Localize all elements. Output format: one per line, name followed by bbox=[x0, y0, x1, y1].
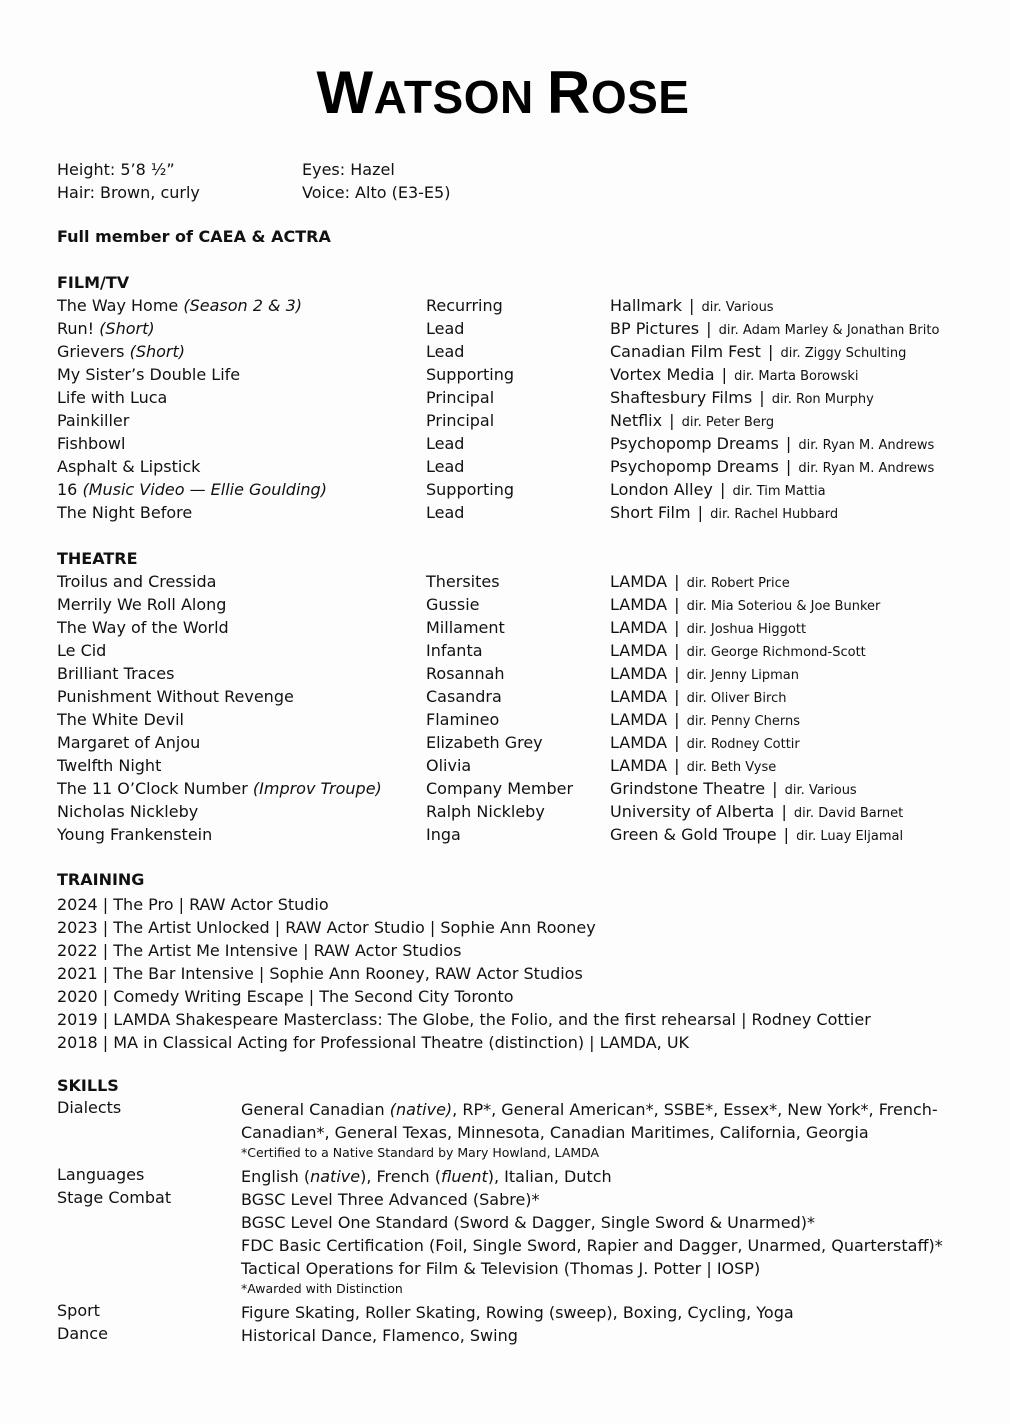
credit-role: Ralph Nickleby bbox=[426, 802, 545, 821]
director: dir. Ryan M. Andrews bbox=[798, 438, 935, 453]
credit-row bbox=[57, 664, 987, 687]
skill-text: FDC Basic Certification (Foil, Single Sword, Rapier and Dagger, Unarmed, Quarterstaff)* bbox=[241, 1236, 943, 1255]
separator: | bbox=[669, 618, 685, 637]
director: dir. David Barnet bbox=[793, 806, 904, 821]
credit-production bbox=[610, 365, 859, 384]
separator: | bbox=[692, 503, 709, 522]
skill-text: BGSC Level Three Advanced (Sabre)* bbox=[241, 1190, 540, 1209]
skill-text: native bbox=[310, 1167, 361, 1186]
skill-label: Dialects bbox=[57, 1098, 122, 1117]
credit-title bbox=[57, 779, 382, 798]
credit-production bbox=[610, 641, 866, 660]
director: dir. Oliver Birch bbox=[686, 691, 787, 706]
credit-title-text: Punishment Without Revenge bbox=[57, 687, 294, 706]
credit-title bbox=[57, 480, 327, 499]
production-name: LAMDA bbox=[610, 733, 668, 752]
credit-row bbox=[57, 411, 987, 434]
production-name: Vortex Media bbox=[610, 365, 715, 384]
credit-title-text: The Night Before bbox=[57, 503, 193, 522]
credit-title-text: 16 bbox=[57, 480, 83, 499]
credit-production bbox=[610, 710, 800, 729]
director: dir. Various bbox=[784, 783, 857, 798]
training-entry: 2020 | Comedy Writing Escape | The Second City Toronto bbox=[57, 987, 514, 1006]
height-stat: Height: 5’8 ½” bbox=[57, 160, 175, 179]
training-list bbox=[57, 893, 871, 1054]
film-credits bbox=[57, 296, 987, 526]
credit-title-text: Painkiller bbox=[57, 411, 130, 430]
director: dir. Tim Mattia bbox=[732, 484, 826, 499]
skill-text: BGSC Level One Standard (Sword & Dagger, Single Sword & Unarmed)* bbox=[241, 1213, 815, 1232]
credit-title-note: (Short) bbox=[129, 342, 185, 361]
credit-title-text: The Way of the World bbox=[57, 618, 229, 637]
separator: | bbox=[669, 687, 685, 706]
production-name: Canadian Film Fest bbox=[610, 342, 761, 361]
credit-title-text: The White Devil bbox=[57, 710, 184, 729]
credit-title-text: Fishbowl bbox=[57, 434, 126, 453]
credit-production bbox=[610, 802, 903, 821]
director: dir. Jenny Lipman bbox=[686, 668, 799, 683]
credit-row bbox=[57, 388, 987, 411]
credit-title-text: The Way Home bbox=[57, 296, 184, 315]
credit-title-note: (Improv Troupe) bbox=[252, 779, 382, 798]
credit-row bbox=[57, 825, 987, 848]
credit-title-text: Asphalt & Lipstick bbox=[57, 457, 201, 476]
credit-role: Lead bbox=[426, 434, 465, 453]
credit-title bbox=[57, 733, 200, 752]
production-name: University of Alberta bbox=[610, 802, 775, 821]
credit-role: Lead bbox=[426, 457, 465, 476]
production-name: LAMDA bbox=[610, 710, 668, 729]
skill-text: Tactical Operations for Film & Television (Thomas J. Potter | IOSP) bbox=[241, 1259, 761, 1278]
credit-title bbox=[57, 595, 226, 614]
credit-production bbox=[610, 388, 874, 407]
credit-role: Lead bbox=[426, 342, 465, 361]
credit-title-text: Nicholas Nickleby bbox=[57, 802, 199, 821]
credit-row bbox=[57, 296, 987, 319]
production-name: Grindstone Theatre bbox=[610, 779, 766, 798]
director: dir. Peter Berg bbox=[681, 415, 775, 430]
production-name: Netflix bbox=[610, 411, 663, 430]
director: dir. Rachel Hubbard bbox=[710, 507, 839, 522]
credit-title-text: Young Frankenstein bbox=[57, 825, 213, 844]
skill-text: Historical Dance, Flamenco, Swing bbox=[241, 1326, 518, 1345]
skill-label: Dance bbox=[57, 1324, 108, 1343]
credit-row bbox=[57, 687, 987, 710]
credit-title bbox=[57, 664, 174, 683]
credit-row bbox=[57, 434, 987, 457]
credit-role: Millament bbox=[426, 618, 505, 637]
credit-production bbox=[610, 457, 934, 476]
skill-sport bbox=[57, 1301, 957, 1324]
credit-production bbox=[610, 825, 903, 844]
credit-production bbox=[610, 779, 857, 798]
separator: | bbox=[778, 825, 795, 844]
credit-title-text: Troilus and Cressida bbox=[57, 572, 217, 591]
separator: | bbox=[762, 342, 779, 361]
training-heading: TRAINING bbox=[57, 870, 145, 889]
production-name: LAMDA bbox=[610, 756, 668, 775]
credit-title-note: (Season 2 & 3) bbox=[183, 296, 302, 315]
physical-stats bbox=[57, 158, 657, 204]
credit-production bbox=[610, 342, 906, 361]
skill-label: Stage Combat bbox=[57, 1188, 172, 1207]
credit-production bbox=[610, 411, 774, 430]
credit-title bbox=[57, 710, 184, 729]
separator: | bbox=[716, 365, 733, 384]
director: dir. Marta Borowski bbox=[734, 369, 859, 384]
director: dir. Ron Murphy bbox=[771, 392, 874, 407]
skill-text: ), French ( bbox=[360, 1167, 442, 1186]
name-rest: OSE bbox=[590, 71, 690, 123]
credit-row bbox=[57, 641, 987, 664]
credit-title bbox=[57, 434, 125, 453]
production-name: Green & Gold Troupe bbox=[610, 825, 777, 844]
name-initial: R bbox=[547, 59, 591, 126]
credit-title bbox=[57, 365, 240, 384]
credit-row bbox=[57, 802, 987, 825]
credit-role: Olivia bbox=[426, 756, 472, 775]
credit-title bbox=[57, 641, 106, 660]
name-initial: W bbox=[316, 59, 374, 126]
credit-title-text: Margaret of Anjou bbox=[57, 733, 201, 752]
credit-title bbox=[57, 687, 294, 706]
training-entry: 2018 | MA in Classical Acting for Professional Theatre (distinction) | LAMDA, UK bbox=[57, 1033, 690, 1052]
credit-row bbox=[57, 710, 987, 733]
theatre-heading: THEATRE bbox=[57, 549, 138, 568]
credit-title-text: Merrily We Roll Along bbox=[57, 595, 227, 614]
separator: | bbox=[669, 572, 685, 591]
credit-title bbox=[57, 756, 161, 775]
director: dir. Beth Vyse bbox=[686, 760, 777, 775]
skills-list bbox=[57, 1098, 957, 1347]
director: dir. Joshua Higgott bbox=[686, 622, 807, 637]
production-name: LAMDA bbox=[610, 595, 668, 614]
credit-role: Gussie bbox=[426, 595, 480, 614]
credit-title-text: The 11 O’Clock Number bbox=[57, 779, 253, 798]
skill-footnote: *Awarded with Distinction bbox=[241, 1281, 403, 1296]
separator: | bbox=[669, 733, 685, 752]
credit-title-text: Run! bbox=[57, 319, 100, 338]
training-entry: 2019 | LAMDA Shakespeare Masterclass: The Globe, the Folio, and the first rehearsal | Rodney Cottier bbox=[57, 1010, 871, 1029]
credit-title bbox=[57, 319, 155, 338]
credit-role: Supporting bbox=[426, 365, 514, 384]
credit-row bbox=[57, 733, 987, 756]
director: dir. Ryan M. Andrews bbox=[798, 461, 935, 476]
credit-title bbox=[57, 296, 302, 315]
credit-production bbox=[610, 595, 880, 614]
separator: | bbox=[669, 710, 685, 729]
separator: | bbox=[669, 595, 685, 614]
theatre-credits bbox=[57, 572, 987, 848]
production-name: Hallmark bbox=[610, 296, 682, 315]
skill-text: Figure Skating, Roller Skating, Rowing (sweep), Boxing, Cycling, Yoga bbox=[241, 1303, 794, 1322]
credit-production bbox=[610, 664, 799, 683]
production-name: LAMDA bbox=[610, 641, 668, 660]
credit-role: Lead bbox=[426, 503, 465, 522]
eyes-stat: Eyes: Hazel bbox=[302, 160, 395, 179]
credit-title-text: Brilliant Traces bbox=[57, 664, 175, 683]
director: dir. Ziggy Schulting bbox=[780, 346, 907, 361]
union-membership: Full member of CAEA & ACTRA bbox=[57, 227, 331, 246]
training-entry: 2021 | The Bar Intensive | Sophie Ann Rooney, RAW Actor Studios bbox=[57, 964, 583, 983]
credit-row bbox=[57, 595, 987, 618]
separator: | bbox=[714, 480, 731, 499]
separator: | bbox=[683, 296, 700, 315]
film-heading: FILM/TV bbox=[57, 273, 130, 292]
director: dir. Rodney Cottir bbox=[686, 737, 800, 752]
separator: | bbox=[701, 319, 717, 338]
credit-title bbox=[57, 457, 200, 476]
credit-title bbox=[57, 342, 185, 361]
credit-role: Inga bbox=[426, 825, 461, 844]
skills-heading: SKILLS bbox=[57, 1076, 119, 1095]
skill-text: , RP*, General American*, SSBE*, Essex*, New York*, French- bbox=[452, 1100, 938, 1119]
separator: | bbox=[669, 756, 685, 775]
credit-production bbox=[610, 296, 774, 315]
credit-role: Supporting bbox=[426, 480, 514, 499]
separator: | bbox=[780, 434, 797, 453]
training-entry: 2024 | The Pro | RAW Actor Studio bbox=[57, 895, 329, 914]
credit-production bbox=[610, 733, 800, 752]
credit-role: Principal bbox=[426, 411, 495, 430]
separator: | bbox=[780, 457, 797, 476]
skill-text: ), Italian, Dutch bbox=[487, 1167, 612, 1186]
skill-text: fluent bbox=[441, 1167, 488, 1186]
credit-role: Thersites bbox=[426, 572, 500, 591]
production-name: Shaftesbury Films bbox=[610, 388, 753, 407]
credit-role: Infanta bbox=[426, 641, 483, 660]
separator: | bbox=[669, 664, 685, 683]
skill-languages bbox=[57, 1165, 957, 1188]
separator: | bbox=[669, 641, 685, 660]
credit-title bbox=[57, 618, 229, 637]
director: dir. Luay Eljamal bbox=[796, 829, 904, 844]
name-rest: ATSON bbox=[373, 71, 534, 123]
credit-title-note: (Music Video — Ellie Goulding) bbox=[82, 480, 327, 499]
credit-title-note: (Short) bbox=[99, 319, 155, 338]
credit-production bbox=[610, 618, 806, 637]
credit-production bbox=[610, 480, 826, 499]
director: dir. Penny Cherns bbox=[686, 714, 800, 729]
credit-row bbox=[57, 457, 987, 480]
skill-text: Canadian*, General Texas, Minnesota, Canadian Maritimes, California, Georgia bbox=[241, 1123, 869, 1142]
hair-stat: Hair: Brown, curly bbox=[57, 183, 200, 202]
production-name: LAMDA bbox=[610, 572, 668, 591]
credit-row bbox=[57, 756, 987, 779]
credit-row bbox=[57, 779, 987, 802]
separator: | bbox=[754, 388, 770, 407]
credit-title bbox=[57, 825, 212, 844]
skill-dance bbox=[57, 1324, 957, 1347]
credit-title bbox=[57, 411, 129, 430]
training-entry: 2023 | The Artist Unlocked | RAW Actor Studio | Sophie Ann Rooney bbox=[57, 918, 596, 937]
credit-role: Casandra bbox=[426, 687, 502, 706]
credit-row bbox=[57, 503, 987, 526]
credit-row bbox=[57, 572, 987, 595]
credit-role: Rosannah bbox=[426, 664, 505, 683]
credit-title-text: Grievers bbox=[57, 342, 130, 361]
skill-combat bbox=[57, 1188, 957, 1297]
credit-role: Recurring bbox=[426, 296, 503, 315]
credit-role: Company Member bbox=[426, 779, 574, 798]
credit-role: Flamineo bbox=[426, 710, 500, 729]
production-name: LAMDA bbox=[610, 618, 668, 637]
training-entry: 2022 | The Artist Me Intensive | RAW Actor Studios bbox=[57, 941, 462, 960]
voice-stat: Voice: Alto (E3-E5) bbox=[302, 183, 451, 202]
credit-title bbox=[57, 503, 192, 522]
production-name: LAMDA bbox=[610, 664, 668, 683]
production-name: Psychopomp Dreams bbox=[610, 434, 779, 453]
credit-title-text: Life with Luca bbox=[57, 388, 168, 407]
credit-production bbox=[610, 687, 786, 706]
credit-title bbox=[57, 388, 167, 407]
production-name: Psychopomp Dreams bbox=[610, 457, 779, 476]
production-name: Short Film bbox=[610, 503, 691, 522]
separator: | bbox=[767, 779, 783, 798]
director: dir. Various bbox=[701, 300, 774, 315]
credit-title bbox=[57, 802, 198, 821]
skill-text: General Canadian bbox=[241, 1100, 390, 1119]
skill-label: Sport bbox=[57, 1301, 100, 1320]
director: dir. George Richmond-Scott bbox=[686, 645, 866, 660]
credit-production bbox=[610, 572, 790, 591]
actor-name bbox=[0, 58, 1006, 127]
credit-role: Principal bbox=[426, 388, 495, 407]
separator: | bbox=[664, 411, 680, 430]
skill-text: English ( bbox=[241, 1167, 311, 1186]
director: dir. Robert Price bbox=[686, 576, 790, 591]
director: dir. Adam Marley & Jonathan Brito bbox=[718, 323, 940, 338]
separator: | bbox=[776, 802, 792, 821]
credit-production bbox=[610, 319, 939, 338]
credit-title-text: My Sister’s Double Life bbox=[57, 365, 241, 384]
credit-production bbox=[610, 503, 838, 522]
credit-role: Elizabeth Grey bbox=[426, 733, 543, 752]
credit-title-text: Twelfth Night bbox=[57, 756, 162, 775]
skill-footnote: *Certified to a Native Standard by Mary Howland, LAMDA bbox=[241, 1145, 600, 1160]
credit-row bbox=[57, 480, 987, 503]
credit-row bbox=[57, 618, 987, 641]
skill-label: Languages bbox=[57, 1165, 145, 1184]
credit-title bbox=[57, 572, 216, 591]
credit-title-text: Le Cid bbox=[57, 641, 107, 660]
credit-role: Lead bbox=[426, 319, 465, 338]
credit-row bbox=[57, 342, 987, 365]
director: dir. Mia Soteriou & Joe Bunker bbox=[686, 599, 881, 614]
skill-dialects bbox=[57, 1098, 957, 1161]
production-name: London Alley bbox=[610, 480, 713, 499]
credit-row bbox=[57, 365, 987, 388]
credit-production bbox=[610, 434, 934, 453]
credit-production bbox=[610, 756, 776, 775]
production-name: LAMDA bbox=[610, 687, 668, 706]
production-name: BP Pictures bbox=[610, 319, 700, 338]
skill-text: (native) bbox=[389, 1100, 453, 1119]
credit-row bbox=[57, 319, 987, 342]
